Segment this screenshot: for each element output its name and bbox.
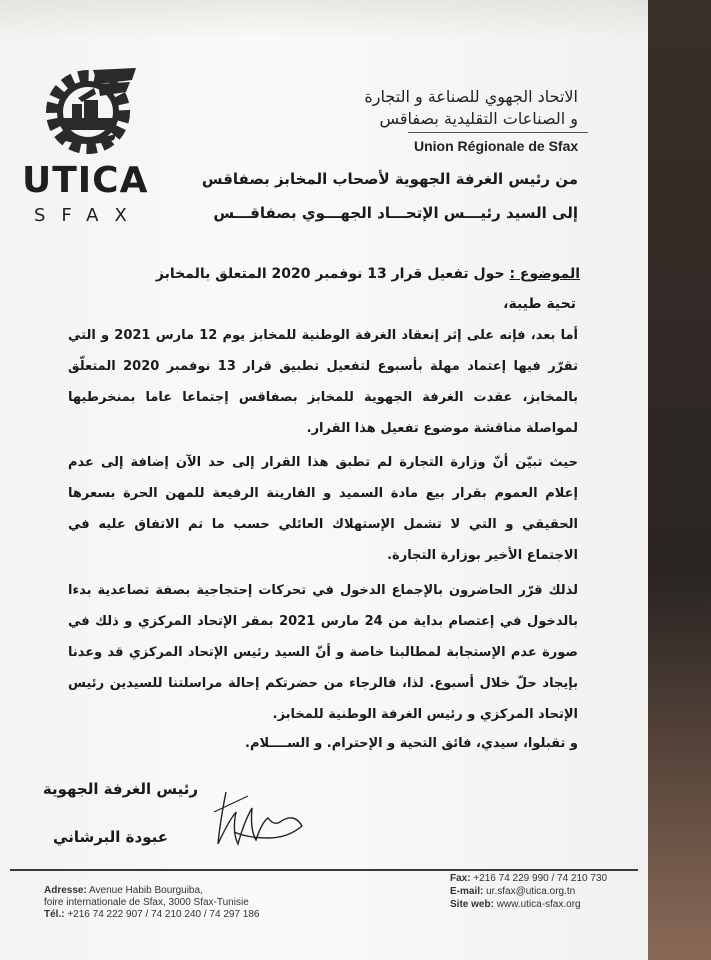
- letter-greeting: تحية طيبة،: [503, 296, 576, 312]
- fax-line: [450, 872, 607, 885]
- fax-numbers: +216 74 229 990 / 74 210 730: [473, 873, 608, 884]
- website-line: [450, 898, 607, 911]
- background-surface: [648, 0, 711, 960]
- footer-address: [44, 885, 259, 921]
- org-name-line2: و الصناعات التقليدية بصفاقس: [379, 109, 578, 128]
- phone-line: [44, 909, 259, 921]
- utica-logo: [20, 60, 150, 226]
- signatory-title: رئيس الغرفة الجهوية: [42, 780, 198, 798]
- letter-to: إلى السيد رئيـــس الإتحـــاد الجهـــوي بصفاقـــس: [213, 204, 578, 222]
- gear-ship-icon: [38, 60, 138, 160]
- phone-numbers: +216 74 222 907 / 74 210 240 / 74 297 186: [67, 909, 260, 920]
- logo-subtitle: SFAX: [34, 205, 143, 226]
- signatory-name: عبودة البرشاني: [53, 828, 168, 846]
- address-street: Avenue Habib Bourguiba,: [89, 885, 203, 896]
- letter-closing: و تقبلوا، سيدي، فائق التحية و الإحترام. و الســــلام.: [245, 736, 578, 751]
- footer-contact: [450, 872, 607, 911]
- address-line1: [44, 885, 259, 897]
- body-paragraph-2: حيث تبيّن أنّ وزارة التجارة لم تطبق هذا القرار إلى حد الآن إضافة إلى عدم إعلام العموم بقرار بيع مادة السميد و الفارينة الرفيعة للمهن الحرة بسعرها الحقيقي و التي لا تشمل الإستهلاك العائلي حسب ما تم الاتفاق عليه في الاجتماع الأخير بوزارة التجارة.: [68, 455, 578, 563]
- email-line: [450, 885, 607, 898]
- address-label: Adresse:: [44, 885, 87, 896]
- logo-wordmark: UTICA: [22, 160, 149, 201]
- handwritten-signature: [208, 782, 308, 852]
- fax-label: Fax:: [450, 873, 471, 884]
- org-name-french: Union Régionale de Sfax: [414, 138, 579, 154]
- address-line2: foire internationale de Sfax, 3000 Sfax-Tunisie: [44, 897, 249, 908]
- letter-from: من رئيس الغرفة الجهوية لأصحاب المخابز بصفاقس: [201, 170, 578, 188]
- body-paragraph-3: لذلك قرّر الحاضرون بالإجماع الدخول في تحركات إحتجاجية بصفة تصاعدية بدءا بالدخول في إعتصام بداية من 24 مارس 2021 بمقر الإتحاد المركزي و ذلك في صورة عدم الإستجابة لمطالبنا خاصة و أنّ السيد رئيس الإتحاد المركزي قد وعدنا بإيجاد حلّ خلال أسبوع. لذا، فالرجاء من حضرتكم إحالة مراسلتنا للسيدين رئيس الإتحاد المركزي و رئيس الغرفة الوطنية للمخابز.: [68, 583, 578, 722]
- org-name-arabic: [278, 86, 578, 130]
- email-label: E-mail:: [450, 886, 484, 897]
- phone-label: Tél.:: [44, 909, 65, 920]
- page-shadow: [0, 0, 648, 40]
- website-label: Site web:: [450, 899, 494, 910]
- footer-divider: [10, 869, 638, 871]
- header-divider: [408, 132, 588, 133]
- website-url[interactable]: www.utica-sfax.org: [496, 899, 581, 910]
- email-address[interactable]: ur.sfax@utica.org.tn: [486, 886, 576, 897]
- body-paragraph-1: أما بعد، فإنه على إثر إنعقاد الغرفة الوطنية للمخابز يوم 12 مارس 2021 و التي تقرّر فيها إعتماد مهلة بأسبوع لتفعيل تطبيق قرار 13 نوفمبر 2020 المتعلّق بالمخابز، عقدت الغرفة الجهوية للمخابز بصفاقس إجتماعا عاما بمنخرطيها لمواصلة مناقشة موضوع تفعيل هذا القرار.: [68, 328, 579, 436]
- subject-label: الموضوع :: [509, 266, 580, 282]
- subject-text: حول تفعيل قرار 13 نوفمبر 2020 المتعلق بالمخابز: [155, 266, 505, 282]
- org-name-line1: الاتحاد الجهوي للصناعة و التجارة: [364, 87, 578, 106]
- letter-subject: [156, 266, 580, 282]
